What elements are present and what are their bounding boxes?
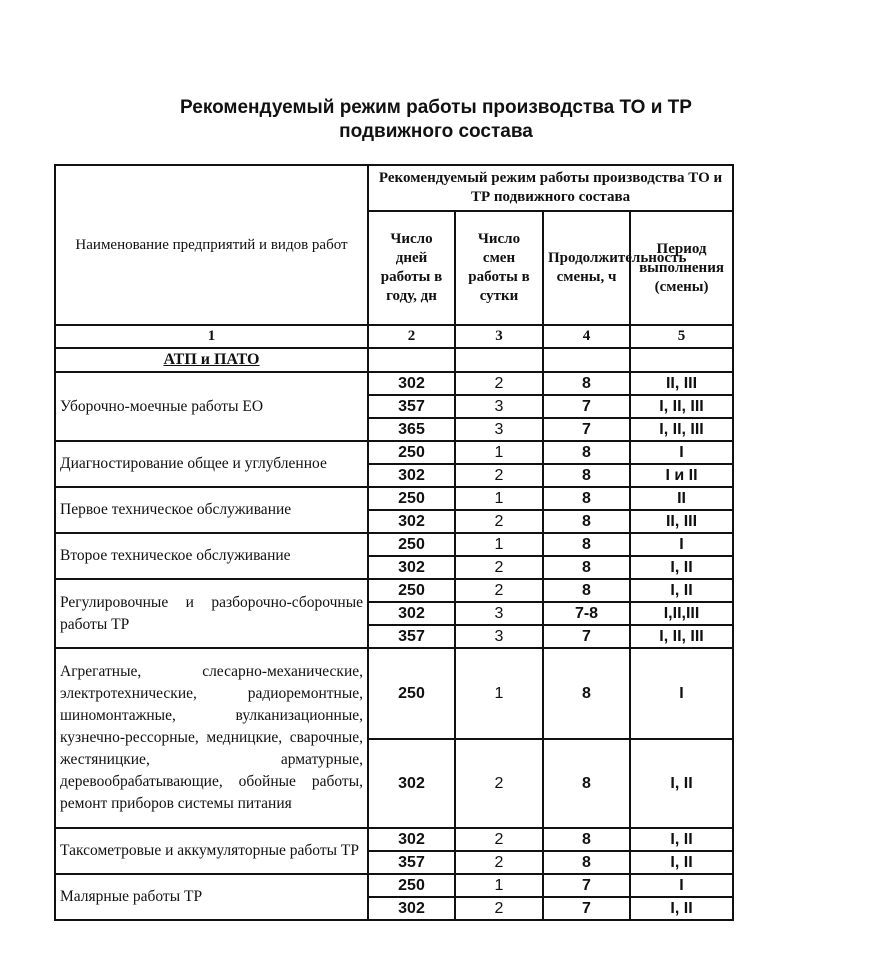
document-title [0, 96, 872, 144]
column-number: 1 [55, 325, 368, 348]
cell-period: I, II [630, 556, 733, 579]
cell-shifts: 2 [455, 739, 543, 828]
cell-hours: 8 [543, 533, 630, 556]
cell-days: 302 [368, 372, 455, 395]
cell-shifts: 1 [455, 441, 543, 464]
cell-shifts: 3 [455, 395, 543, 418]
cell-days: 250 [368, 874, 455, 897]
cell-days: 365 [368, 418, 455, 441]
table-row [55, 648, 733, 739]
cell-hours: 8 [543, 739, 630, 828]
cell-period: I, II [630, 828, 733, 851]
title-line-1: Рекомендуемый режим работы производства ТО и ТР [180, 97, 692, 118]
column-number: 4 [543, 325, 630, 348]
cell-period: I [630, 874, 733, 897]
cell-period: I, II [630, 739, 733, 828]
header-col3: Число смен работы в сутки [455, 211, 543, 325]
cell-shifts: 3 [455, 602, 543, 625]
cell-period: I [630, 533, 733, 556]
title-line-2: подвижного состава [339, 121, 533, 142]
cell-shifts: 3 [455, 625, 543, 648]
cell-shifts: 2 [455, 464, 543, 487]
cell-shifts: 2 [455, 510, 543, 533]
cell-shifts: 2 [455, 579, 543, 602]
cell-period: I, II [630, 579, 733, 602]
header-col2: Число дней работы в году, дн [368, 211, 455, 325]
table-row [55, 487, 733, 510]
cell-period: I [630, 441, 733, 464]
cell-period: I, II [630, 897, 733, 920]
work-type-name: Диагностирование общее и углубленное [55, 441, 368, 487]
cell-period: II, III [630, 372, 733, 395]
cell-period: I [630, 648, 733, 739]
work-type-name: Регулировочные и разборочно-сборочные работы ТР [55, 579, 368, 648]
cell-shifts: 3 [455, 418, 543, 441]
work-schedule-table [54, 164, 734, 921]
cell-period: II [630, 487, 733, 510]
table-row [55, 828, 733, 851]
cell-hours: 8 [543, 464, 630, 487]
cell-hours: 8 [543, 510, 630, 533]
cell-shifts: 1 [455, 648, 543, 739]
cell-hours: 7 [543, 897, 630, 920]
cell-hours: 8 [543, 851, 630, 874]
cell-hours: 7 [543, 625, 630, 648]
cell-hours: 7-8 [543, 602, 630, 625]
header-row-group [55, 165, 733, 211]
empty-cell [543, 348, 630, 372]
cell-days: 302 [368, 510, 455, 533]
cell-hours: 8 [543, 556, 630, 579]
empty-cell [630, 348, 733, 372]
header-col1: Наименование предприятий и видов работ [55, 165, 368, 325]
work-type-name: Второе техническое обслуживание [55, 533, 368, 579]
cell-period: II, III [630, 510, 733, 533]
cell-shifts: 2 [455, 828, 543, 851]
column-number: 2 [368, 325, 455, 348]
cell-days: 250 [368, 487, 455, 510]
table-row [55, 372, 733, 395]
cell-period: I, II, III [630, 625, 733, 648]
cell-hours: 8 [543, 648, 630, 739]
cell-days: 302 [368, 602, 455, 625]
cell-hours: 7 [543, 395, 630, 418]
cell-hours: 8 [543, 372, 630, 395]
header-col5: Период выполнения (смены) [630, 211, 733, 325]
cell-hours: 7 [543, 874, 630, 897]
work-type-name: Агрегатные, слесарно-механические, электротехнические, радиоремонтные, шиномонтажные, вулканизационные, кузнечно-рессорные, медницкие, сварочные, жестяницкие, арматурные, деревообрабатывающие, обойные работы, ремонт приборов системы питания [55, 648, 368, 828]
cell-days: 302 [368, 828, 455, 851]
header-col4: Продолжительность смены, ч [543, 211, 630, 325]
table-row [55, 441, 733, 464]
work-type-name: Первое техническое обслуживание [55, 487, 368, 533]
cell-hours: 8 [543, 579, 630, 602]
cell-shifts: 2 [455, 897, 543, 920]
header-group: Рекомендуемый режим работы производства ТО и ТР подвижного состава [368, 165, 733, 211]
cell-shifts: 1 [455, 874, 543, 897]
section-title: АТП и ПАТО [55, 348, 368, 372]
cell-days: 250 [368, 441, 455, 464]
column-number: 5 [630, 325, 733, 348]
cell-days: 302 [368, 556, 455, 579]
cell-days: 250 [368, 648, 455, 739]
cell-shifts: 1 [455, 487, 543, 510]
cell-hours: 8 [543, 487, 630, 510]
cell-hours: 8 [543, 828, 630, 851]
work-type-name: Таксометровые и аккумуляторные работы ТР [55, 828, 368, 874]
cell-days: 250 [368, 579, 455, 602]
section-row [55, 348, 733, 372]
cell-hours: 8 [543, 441, 630, 464]
cell-shifts: 2 [455, 851, 543, 874]
cell-days: 357 [368, 851, 455, 874]
empty-cell [455, 348, 543, 372]
table-row [55, 579, 733, 602]
work-type-name: Уборочно-моечные работы ЕО [55, 372, 368, 441]
cell-period: I, II [630, 851, 733, 874]
column-number: 3 [455, 325, 543, 348]
cell-shifts: 2 [455, 556, 543, 579]
cell-period: I и II [630, 464, 733, 487]
cell-period: I, II, III [630, 395, 733, 418]
column-number-row [55, 325, 733, 348]
empty-cell [368, 348, 455, 372]
cell-period: I, II, III [630, 418, 733, 441]
cell-days: 302 [368, 464, 455, 487]
cell-shifts: 1 [455, 533, 543, 556]
cell-days: 302 [368, 897, 455, 920]
cell-shifts: 2 [455, 372, 543, 395]
table-row [55, 874, 733, 897]
cell-days: 357 [368, 625, 455, 648]
cell-days: 250 [368, 533, 455, 556]
cell-period: I,II,III [630, 602, 733, 625]
work-type-name: Малярные работы ТР [55, 874, 368, 920]
table-row [55, 533, 733, 556]
cell-days: 302 [368, 739, 455, 828]
cell-hours: 7 [543, 418, 630, 441]
cell-days: 357 [368, 395, 455, 418]
